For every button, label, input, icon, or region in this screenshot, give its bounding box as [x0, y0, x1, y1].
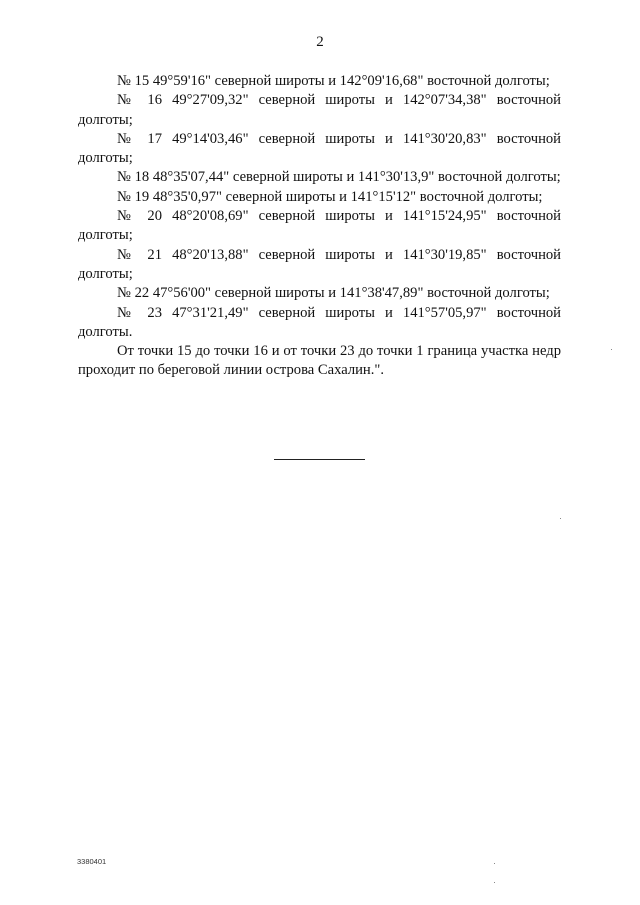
page-number: 2	[316, 34, 324, 50]
coordinate-line: № 21 48°20'13,88" северной широты и 141°30'19,85" восточной долготы;	[78, 246, 561, 282]
boundary-note: От точки 15 до точки 16 и от точки 23 до точки 1 граница участка недр проходит по береговой линии острова Сахалин.".	[78, 343, 561, 379]
coordinate-line: № 15 49°59'16" северной широты и 142°09'16,68" восточной долготы;	[117, 73, 550, 89]
scan-speck	[611, 349, 612, 350]
coordinate-line: № 23 47°31'21,49" северной широты и 141°57'05,97" восточной долготы.	[78, 304, 561, 340]
coordinate-line: № 19 48°35'0,97" северной широты и 141°15'12" восточной долготы;	[117, 188, 543, 205]
coordinate-line: № 18 48°35'07,44" северной широты и 141°30'13,9" восточной долготы;	[117, 169, 561, 186]
coordinate-line: № 22 47°56'00" северной широты и 141°38'47,89" восточной долготы;	[117, 285, 550, 302]
scan-speck	[560, 518, 561, 519]
coordinate-line: № 16 49°27'09,32" северной широты и 142°07'34,38" восточной долготы;	[78, 92, 561, 128]
scan-speck	[494, 882, 495, 883]
coordinates-text	[78, 72, 561, 381]
closing-rule	[274, 459, 365, 460]
coordinate-line: № 20 48°20'08,69" северной широты и 141°15'24,95" восточной долготы;	[78, 208, 561, 244]
footer-code: 3380401	[77, 857, 107, 866]
scan-speck	[494, 863, 495, 864]
coordinate-line: № 17 49°14'03,46" северной широты и 141°30'20,83" восточной долготы;	[78, 130, 561, 167]
